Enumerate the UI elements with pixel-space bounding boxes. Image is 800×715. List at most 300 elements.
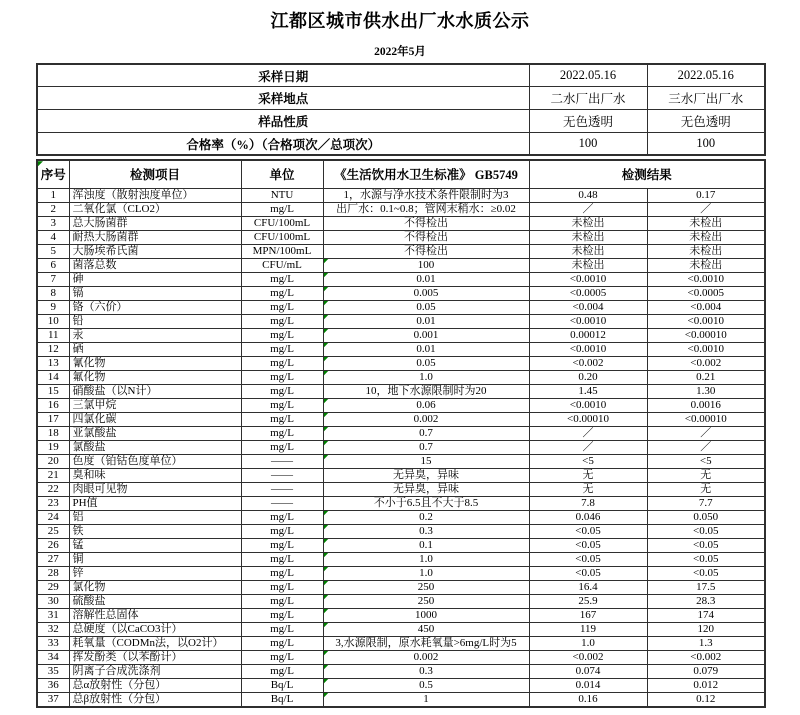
table-row [37,510,765,524]
cell-result-plant2: <0.0010 [529,314,647,328]
table-row [37,216,765,230]
excel-corner-flag-icon [324,567,329,572]
col-header-result: 检测结果 [529,160,765,188]
info-label: 合格率（%）（合格项次／总项次） [37,132,529,155]
cell-result-plant3: 17.5 [647,580,765,594]
cell-result-plant3: 未检出 [647,244,765,258]
cell-result-plant3: 1.30 [647,384,765,398]
info-row [37,132,765,155]
page-title: 江都区城市供水出厂水水质公示 [270,11,530,31]
excel-corner-flag-icon [324,539,329,544]
cell-result-plant2: 1.0 [529,636,647,650]
cell-standard [323,300,529,314]
table-row [37,664,765,678]
cell-result-plant3: 28.3 [647,594,765,608]
cell-standard [323,692,529,707]
cell-standard: 不得检出 [323,230,529,244]
cell-standard-text: 0.2 [419,510,433,523]
cell-unit: mg/L [241,426,323,440]
cell-standard-text: 0.01 [416,314,436,327]
cell-unit: mg/L [241,664,323,678]
cell-item: 总α放射性（分包） [69,678,241,692]
cell-standard [323,440,529,454]
table-row [37,608,765,622]
excel-corner-flag-icon [324,511,329,516]
cell-no: 15 [37,384,69,398]
cell-result-plant3: <0.00010 [647,412,765,426]
cell-standard [323,272,529,286]
cell-result-plant2: <0.05 [529,524,647,538]
cell-result-plant2: 119 [529,622,647,636]
col-header-unit: 单位 [241,160,323,188]
cell-standard [323,552,529,566]
cell-standard-text: 0.5 [419,678,433,691]
cell-no: 29 [37,580,69,594]
cell-unit: mg/L [241,412,323,426]
cell-unit: mg/L [241,356,323,370]
cell-standard [323,538,529,552]
cell-unit: mg/L [241,552,323,566]
cell-no: 2 [37,202,69,216]
excel-corner-flag-icon [324,371,329,376]
cell-result-plant3: <0.05 [647,552,765,566]
cell-standard [323,664,529,678]
cell-standard-text: 1.0 [419,370,433,383]
cell-standard: 无异臭，异味 [323,468,529,482]
cell-unit: mg/L [241,608,323,622]
cell-standard [323,650,529,664]
cell-standard-text: 0.002 [413,650,439,663]
cell-result-plant2: 未检出 [529,216,647,230]
info-value-plant3: 100 [647,132,765,155]
table-row [37,692,765,707]
cell-no: 8 [37,286,69,300]
cell-result-plant3: 无 [647,482,765,496]
cell-unit: mg/L [241,370,323,384]
info-value-plant3: 无色透明 [647,110,765,133]
excel-corner-flag-icon [324,399,329,404]
info-value-plant2: 二水厂出厂水 [529,87,647,110]
cell-unit: —— [241,482,323,496]
cell-no: 28 [37,566,69,580]
excel-corner-flag-icon [324,679,329,684]
cell-no: 7 [37,272,69,286]
cell-no: 23 [37,496,69,510]
cell-no: 35 [37,664,69,678]
info-value-plant2: 2022.05.16 [529,64,647,87]
table-row [37,552,765,566]
info-label: 样品性质 [37,110,529,133]
cell-result-plant3: <0.0005 [647,286,765,300]
table-row [37,258,765,272]
cell-result-plant2: 0.20 [529,370,647,384]
cell-no: 10 [37,314,69,328]
cell-result-plant3: 0.17 [647,188,765,202]
cell-unit: mg/L [241,524,323,538]
table-row [37,636,765,650]
cell-item: 耐热大肠菌群 [69,230,241,244]
excel-corner-flag-icon [324,553,329,558]
cell-item: 耗氧量（CODMn法，以O2计） [69,636,241,650]
cell-standard-text: 0.01 [416,342,436,355]
cell-no: 14 [37,370,69,384]
cell-unit: mg/L [241,440,323,454]
cell-no: 20 [37,454,69,468]
cell-item: 硒 [69,342,241,356]
cell-standard [323,580,529,594]
excel-corner-flag-icon [324,595,329,600]
page-subtitle: 2022年5月 [374,46,426,58]
cell-result-plant2: 0.074 [529,664,647,678]
cell-standard-text: 0.7 [419,426,433,439]
cell-unit: —— [241,496,323,510]
cell-item: 臭和味 [69,468,241,482]
cell-standard [323,426,529,440]
cell-standard [323,678,529,692]
cell-result-plant2: <0.0005 [529,286,647,300]
info-row [37,87,765,110]
cell-result-plant3: ／ [647,202,765,216]
table-row [37,356,765,370]
cell-item: 总β放射性（分包） [69,692,241,707]
info-label: 采样日期 [37,64,529,87]
cell-result-plant3: <0.05 [647,538,765,552]
cell-no: 36 [37,678,69,692]
cell-item: 菌落总数 [69,258,241,272]
cell-standard: 10，地下水源限制时为20 [323,384,529,398]
excel-corner-flag-icon [324,315,329,320]
cell-result-plant2: 0.48 [529,188,647,202]
cell-result-plant2: <0.0010 [529,398,647,412]
excel-corner-flag-icon [324,651,329,656]
info-label: 采样地点 [37,87,529,110]
cell-item: 氯酸盐 [69,440,241,454]
cell-result-plant3: <0.002 [647,356,765,370]
cell-item: 氰化物 [69,356,241,370]
cell-unit: Bq/L [241,678,323,692]
cell-result-plant2: 0.16 [529,692,647,707]
info-row [37,110,765,133]
cell-no: 24 [37,510,69,524]
table-row [37,328,765,342]
cell-unit: CFU/100mL [241,216,323,230]
table-row [37,398,765,412]
table-row [37,566,765,580]
cell-item: 溶解性总固体 [69,608,241,622]
cell-standard [323,594,529,608]
cell-result-plant3: <0.0010 [647,272,765,286]
cell-item: 硫酸盐 [69,594,241,608]
cell-result-plant2: 无 [529,468,647,482]
cell-no: 3 [37,216,69,230]
info-value-plant2: 无色透明 [529,110,647,133]
cell-result-plant2: <0.0010 [529,342,647,356]
cell-no: 13 [37,356,69,370]
cell-no: 19 [37,440,69,454]
cell-no: 16 [37,398,69,412]
cell-result-plant3: 无 [647,468,765,482]
cell-result-plant3: ／ [647,440,765,454]
cell-unit: mg/L [241,328,323,342]
cell-standard-text: 1.0 [419,552,433,565]
cell-standard: 不得检出 [323,216,529,230]
cell-result-plant2: ／ [529,202,647,216]
cell-item: 色度（铂钴色度单位） [69,454,241,468]
excel-corner-flag-icon [324,623,329,628]
cell-result-plant2: <5 [529,454,647,468]
cell-result-plant2: <0.002 [529,650,647,664]
cell-no: 25 [37,524,69,538]
cell-item: 砷 [69,272,241,286]
cell-standard-text: 0.06 [416,398,436,411]
table-row [37,580,765,594]
table-row [37,538,765,552]
cell-no: 11 [37,328,69,342]
cell-unit: Bq/L [241,692,323,707]
col-header-item: 检测项目 [69,160,241,188]
cell-standard [323,412,529,426]
cell-standard-text: 0.01 [416,272,436,285]
cell-result-plant3: <0.0010 [647,342,765,356]
cell-result-plant3: 0.050 [647,510,765,524]
table-row [37,188,765,202]
col-header-standard: 《生活饮用水卫生标准》 GB5749 [323,160,529,188]
cell-item: 铬（六价） [69,300,241,314]
cell-unit: mg/L [241,510,323,524]
cell-result-plant2: 16.4 [529,580,647,594]
cell-standard: 3,水源限制，原水耗氧量>6mg/L时为5 [323,636,529,650]
table-row [37,384,765,398]
cell-standard-text: 1.0 [419,566,433,579]
excel-corner-flag-icon [324,301,329,306]
test-results-table [36,159,766,708]
cell-unit: mg/L [241,566,323,580]
cell-standard [323,524,529,538]
cell-no: 4 [37,230,69,244]
cell-unit: mg/L [241,300,323,314]
cell-no: 27 [37,552,69,566]
cell-item: 铜 [69,552,241,566]
cell-unit: mg/L [241,538,323,552]
cell-unit: mg/L [241,286,323,300]
cell-standard [323,286,529,300]
cell-standard [323,398,529,412]
cell-item: 肉眼可见物 [69,482,241,496]
cell-unit: NTU [241,188,323,202]
cell-item: 氟化物 [69,370,241,384]
cell-standard-text: 250 [417,594,435,607]
cell-unit: —— [241,468,323,482]
excel-corner-flag-icon [324,343,329,348]
cell-standard-text: 0.005 [413,286,439,299]
cell-standard: 不小于6.5且不大于8.5 [323,496,529,510]
excel-corner-flag-icon [38,161,43,166]
cell-item: 镉 [69,286,241,300]
table-row [37,524,765,538]
cell-no: 1 [37,188,69,202]
cell-result-plant3: 0.21 [647,370,765,384]
cell-no: 5 [37,244,69,258]
cell-standard [323,370,529,384]
table-row [37,454,765,468]
cell-result-plant3: ／ [647,426,765,440]
cell-item: 浑浊度（散射浊度单位） [69,188,241,202]
excel-corner-flag-icon [324,525,329,530]
cell-standard-text: 0.3 [419,524,433,537]
info-row [37,64,765,87]
excel-corner-flag-icon [324,693,329,698]
info-value-plant2: 100 [529,132,647,155]
cell-item: 锰 [69,538,241,552]
cell-unit: MPN/100mL [241,244,323,258]
cell-result-plant3: 120 [647,622,765,636]
cell-no: 9 [37,300,69,314]
cell-standard: 不得检出 [323,244,529,258]
cell-unit: mg/L [241,594,323,608]
excel-corner-flag-icon [324,273,329,278]
cell-unit: mg/L [241,580,323,594]
table-row [37,594,765,608]
cell-item: 三氯甲烷 [69,398,241,412]
cell-result-plant3: 未检出 [647,230,765,244]
table-row [37,230,765,244]
table-row [37,314,765,328]
cell-standard-text: 1000 [415,608,437,621]
cell-standard [323,342,529,356]
cell-item: 亚氯酸盐 [69,426,241,440]
cell-unit: mg/L [241,398,323,412]
cell-result-plant2: 1.45 [529,384,647,398]
table-row [37,650,765,664]
table-row [37,426,765,440]
cell-no: 32 [37,622,69,636]
table-row [37,622,765,636]
cell-unit: mg/L [241,650,323,664]
cell-result-plant3: <0.00010 [647,328,765,342]
cell-result-plant2: 未检出 [529,244,647,258]
excel-corner-flag-icon [324,441,329,446]
table-row [37,272,765,286]
table-row [37,678,765,692]
cell-unit: mg/L [241,622,323,636]
cell-standard [323,608,529,622]
cell-standard-text: 250 [417,580,435,593]
cell-result-plant2: <0.002 [529,356,647,370]
cell-result-plant3: 0.079 [647,664,765,678]
cell-standard: 1，水源与净水技术条件限制时为3 [323,188,529,202]
excel-corner-flag-icon [324,581,329,586]
excel-corner-flag-icon [324,329,329,334]
cell-result-plant3: <5 [647,454,765,468]
cell-result-plant3: 未检出 [647,216,765,230]
cell-result-plant3: <0.004 [647,300,765,314]
cell-standard-text: 450 [417,622,435,635]
cell-result-plant3: 174 [647,608,765,622]
cell-standard-text: 0.05 [416,300,436,313]
cell-unit: mg/L [241,636,323,650]
cell-result-plant2: <0.00010 [529,412,647,426]
excel-corner-flag-icon [324,413,329,418]
cell-no: 37 [37,692,69,707]
cell-standard-text: 0.001 [413,328,439,341]
cell-standard: 出厂水：0.1~0.8；管网末稍水：≥0.02 [323,202,529,216]
cell-result-plant2: <0.05 [529,538,647,552]
excel-corner-flag-icon [324,665,329,670]
cell-result-plant2: 0.046 [529,510,647,524]
table-row [37,244,765,258]
cell-unit: mg/L [241,202,323,216]
table-row [37,482,765,496]
table-row [37,202,765,216]
column-header-row [37,160,765,188]
cell-item: 锌 [69,566,241,580]
cell-item: 铁 [69,524,241,538]
table-row [37,342,765,356]
cell-result-plant2: <0.004 [529,300,647,314]
table-row [37,370,765,384]
info-value-plant3: 2022.05.16 [647,64,765,87]
cell-item: 铝 [69,510,241,524]
excel-corner-flag-icon [324,609,329,614]
cell-standard [323,356,529,370]
cell-standard [323,510,529,524]
cell-result-plant2: 0.00012 [529,328,647,342]
excel-corner-flag-icon [324,357,329,362]
cell-no: 22 [37,482,69,496]
cell-result-plant3: 7.7 [647,496,765,510]
cell-result-plant3: 0.12 [647,692,765,707]
cell-no: 18 [37,426,69,440]
cell-standard-text: 0.3 [419,664,433,677]
cell-no: 26 [37,538,69,552]
excel-corner-flag-icon [324,259,329,264]
cell-unit: mg/L [241,314,323,328]
cell-item: 大肠埃希氏菌 [69,244,241,258]
excel-corner-flag-icon [324,427,329,432]
cell-no: 17 [37,412,69,426]
excel-corner-flag-icon [324,287,329,292]
table-row [37,412,765,426]
cell-result-plant2: <0.0010 [529,272,647,286]
cell-item: 硝酸盐（以N计） [69,384,241,398]
cell-result-plant2: 167 [529,608,647,622]
cell-unit: mg/L [241,384,323,398]
cell-result-plant2: 未检出 [529,258,647,272]
cell-result-plant3: 未检出 [647,258,765,272]
cell-no: 31 [37,608,69,622]
cell-item: 挥发酚类（以苯酚计） [69,650,241,664]
cell-item: 氯化物 [69,580,241,594]
cell-result-plant2: 25.9 [529,594,647,608]
cell-item: 总大肠菌群 [69,216,241,230]
cell-no: 6 [37,258,69,272]
cell-no: 34 [37,650,69,664]
cell-result-plant3: <0.05 [647,524,765,538]
cell-unit: —— [241,454,323,468]
cell-standard [323,328,529,342]
cell-no: 33 [37,636,69,650]
col-header-no-label: 序号 [40,168,66,183]
cell-result-plant3: 1.3 [647,636,765,650]
cell-standard [323,566,529,580]
table-row [37,300,765,314]
cell-standard-text: 0.1 [419,538,433,551]
cell-no: 21 [37,468,69,482]
cell-item: 四氯化碳 [69,412,241,426]
cell-standard [323,258,529,272]
cell-item: 总硬度（以CaCO3计） [69,622,241,636]
cell-result-plant2: 未检出 [529,230,647,244]
